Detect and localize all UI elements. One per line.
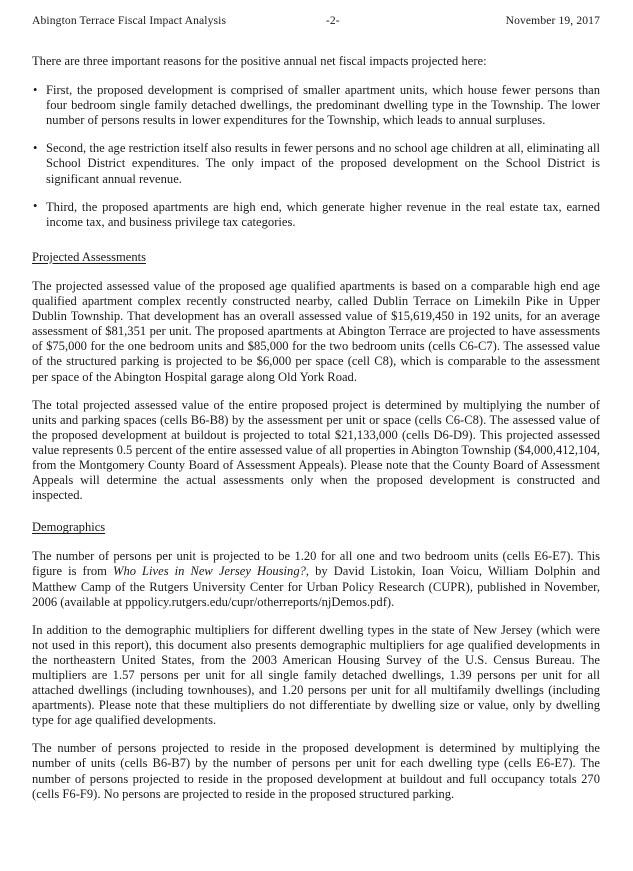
bullet-icon: • <box>33 199 38 214</box>
list-item-text: Third, the proposed apartments are high end, which generate higher revenue in the real estate tax, earned income tax, and business privilege tax categories. <box>46 199 600 229</box>
section-spacer <box>32 243 600 250</box>
list-item-text: Second, the age restriction itself also results in fewer persons and no school age children at all, eliminating all School District expenditures. The only impact of the proposed development on the School District is significant annual revenue. <box>46 141 600 186</box>
publication-title: Who Lives in New Jersey Housing? <box>112 564 306 579</box>
list-item-text: First, the proposed development is comprised of smaller apartment units, which house fewer persons than four bedroom single family detached dwellings, the predominant dwelling type in the Township. The lower number of persons results in lower expenditures for the Township, which leads to annual surpluses. <box>46 83 600 128</box>
demographics-paragraph-1 <box>32 549 600 609</box>
bullet-icon: • <box>33 140 38 155</box>
list-item <box>32 141 600 186</box>
header-page-number: -2- <box>325 14 340 27</box>
list-item <box>32 83 600 128</box>
demographics-paragraph-3: The number of persons projected to reside in the proposed development is determined by multiplying the number of units (cells B6-B7) by the number of persons per unit for each dwelling type (cells E6-E7). The number of persons projected to reside in the proposed development at buildout and full occupancy totals 270 (cells F6-F9). No persons are projected to reside in the proposed structured parking. <box>32 741 600 801</box>
page-header <box>32 14 600 32</box>
section-heading-text: Demographics <box>32 520 106 535</box>
reasons-list <box>32 83 600 230</box>
section-heading-projected-assessments <box>32 250 600 265</box>
demographics-paragraph-2: In addition to the demographic multipliers for different dwelling types in the state of New Jersey (which were not used in this report), this document also presents demographic multipliers for age qualified developments in the northeastern United States, from the 2003 American Housing Survey of the U.S. Census Bureau. The multipliers are 1.57 persons per unit for all single family detached dwellings, 1.39 persons per unit for all attached dwellings (including townhouses), and 1.20 persons per unit for all multifamily dwellings (including apartments). Please note that these multipliers do not differentiate by dwelling size or value, only by dwelling type for age qualified developments. <box>32 622 600 728</box>
section-heading-demographics <box>32 520 600 535</box>
projected-assessments-paragraph-2: The total projected assessed value of the entire proposed project is determined by multiplying the number of units and parking spaces (cells B6-B8) by the assessment per unit or space (cells C6-C8). The assessed value of the proposed development at buildout is projected to total $21,133,000 (cells D6-D9). This projected assessed value represents 0.5 percent of the entire assessed value of all properties in Abington Township ($4,000,412,104, from the Montgomery County Board of Assessment Appeals). Please note that the County Board of Assessment Appeals will determine the actual assessments only when the proposed development is constructed and inspected. <box>32 397 600 503</box>
demographics-paragraph-1-part-2: , by David Listokin, Ioan Voicu, William Dolphin and Matthew Camp of the Rutgers University Center for Urban Policy Research (CUPR), published in November, 2006 (available at pppolicy.rutgers.edu/cupr/otherreports/njDemos.pdf). <box>32 564 600 609</box>
intro-paragraph: There are three important reasons for the positive annual net fiscal impacts projected here: <box>32 54 487 68</box>
section-heading-text: Projected Assessments <box>32 249 146 264</box>
header-date: November 19, 2017 <box>505 14 600 27</box>
list-item <box>32 200 600 230</box>
demographics-paragraph-1-part-1: The number of persons per unit is projected to be 1.20 for all one and two bedroom units (cells E6-E7). This figure is from <box>32 549 600 579</box>
bullet-icon: • <box>33 82 38 97</box>
projected-assessments-paragraph-1: The projected assessed value of the proposed age qualified apartments is based on a comparable high end age qualified apartment complex recently constructed nearby, called Dublin Terrace on Limekiln Pike in Upper Dublin Township. That development has an overall assessed value of $15,619,450 in 192 units, for an average assessment of $81,351 per unit. The proposed apartments at Abington Terrace are projected to have assessments of $75,000 for the one bedroom units and $85,000 for the two bedroom units (cells C6-C7). The assessed value of the structured parking is projected to be $6,000 per space (cell C8), which is comparable to the assessment per space of the Abington Hospital garage along Old York Road. <box>32 278 600 384</box>
header-document-title: Abington Terrace Fiscal Impact Analysis <box>32 14 227 27</box>
